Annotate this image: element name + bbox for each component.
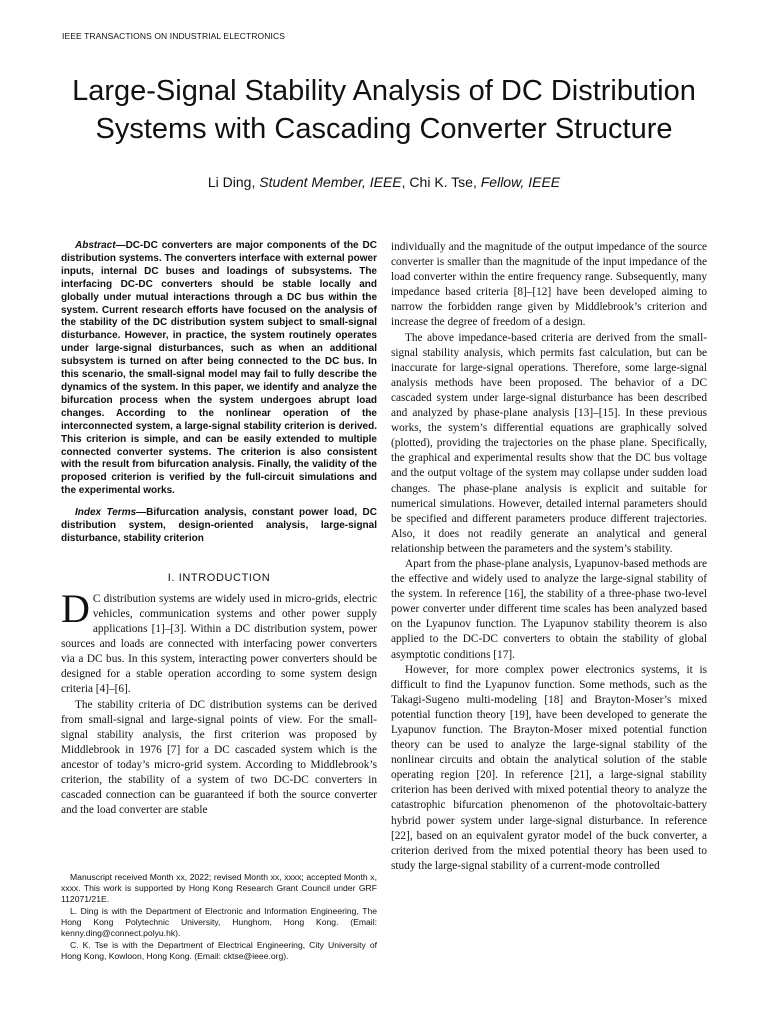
drop-cap: D (61, 585, 90, 631)
intro-paragraph-2: The stability criteria of DC distribution systems can be derived from small-signal and large-signal points of view. For the small-signal stability analysis, the first criterion was proposed by Middlebrook in 1976 [7] for a DC cascaded system which is the ancestor of today’s micro-grid system. According to Middlebrook’s criterion, the stability of a system of two DC-DC converters in cascaded connection can be guaranteed if both the source converter and the load converter are stable (61, 698, 377, 817)
intro-paragraph-1 (61, 585, 377, 698)
author-1-name: Li Ding, (207, 174, 256, 190)
left-column (61, 240, 377, 818)
footnote-author-1: L. Ding is with the Department of Electronic and Information Engineering, The Hong Kong Polytechnic University, Hunghom, Hong Kong. (Email: kenny.ding@connect.polyu.hk). (61, 906, 377, 938)
author-line (40, 174, 728, 190)
index-terms-text: —Bifurcation analysis, constant power load, DC distribution system, design-oriented analysis, large-signal disturbance, stability criterion (61, 507, 377, 544)
intro-paragraph-1-text: C distribution systems are widely used in micro-grids, electric vehicles, communication systems and other power supply applications [1]–[3]. Within a DC distribution system, power sources and loads are connected with interfacing power converters via a DC bus. In this system, interacting power converters should be designed for a stable operation according to some system design criteria [4]–[6]. (61, 592, 377, 696)
right-column (391, 240, 707, 874)
section-heading-introduction: I. INTRODUCTION (167, 571, 271, 584)
index-terms-label: Index Terms (75, 507, 137, 519)
author-2-name: , Chi K. Tse, (401, 174, 477, 190)
right-paragraph-2: The above impedance-based criteria are derived from the small-signal stability analysis, which permits fast calculation, but can be inaccurate for large-signal operations. Therefore, some large-signal analysis methods have been proposed. The behavior of a DC cascaded system under large-signal disturbance has been described and analyzed by phase-plane analysis [13]–[15]. In these previous works, the system’s differential equations are graphically solved (plotted), providing the trajectories on the phase plane. Specifically, the graphical and experimental results show that the DC bus voltage and the output voltage of the system may collapse under sudden load changes. The phase-plane analysis is explicit and suitable for numerical simulations. However, detailed internal parameters should be specified and different parameters produce different trajectories. Also, it does not readily generate an analytical and general relationship between the parameters and the system’s stability. (391, 331, 707, 555)
author-1-role: Student Member, IEEE (259, 174, 402, 190)
abstract (61, 240, 377, 498)
right-paragraph-1: individually and the magnitude of the output impedance of the source converter is smaller than the magnitude of the input impedance of the load converter within the entire frequency range. Subsequently, many impedance based criteria [8]–[12] have been developed aiming to narrow the forbidden range given by Middlebrook’s criterion and increase the degree of freedom of a design. (391, 241, 707, 329)
paper-title: Large-Signal Stability Analysis of DC Distribution Systems with Cascading Converter Structure (72, 75, 696, 145)
author-2-role: Fellow, IEEE (480, 174, 561, 190)
right-paragraph-4: However, for more complex power electronics systems, it is difficult to find the Lyapunov function. Some methods, such as the Takagi-Sugeno multi-modeling [18] and Brayton-Moser’s mixed potential function theory [19], have been developed to generate the Lyapunov function. The Brayton-Moser mixed potential function theory can be used to analyze the large-signal stability of the nonlinear circuits and obtain the analytical solution of the stable operating region [20]. In reference [21], a large-signal stability criterion has been derived with mixed potential theory to analyze the catastrophic bifurcation phenomenon of the photovoltaic-battery hybrid power system under large-signal disturbance. In reference [22], based on an equivalent gyrator model of the buck converter, a criterion derived from the mixed potential theory has been used to study the large-signal stability of a current-mode controlled (391, 663, 707, 872)
abstract-text: —DC-DC converters are major components of the DC distribution systems. The converters interface with external power inputs, internal DC buses and loadings of subsystems. The interfacing DC-DC converters should be stable locally and globally under mutual interactions through a DC bus within the system. Current research efforts have focused on the analysis of the stability of the DC distribution system subject to small-signal disturbance. However, in practice, the system routinely operates under large-signal disturbances, such as when an additional subsystem is turned on after being connected to the DC bus. In this scenario, the small-signal model may fail to fully describe the dynamics of the system. In this paper, we identify and analyze the bifurcation process when the system undergoes abrupt load changes. According to the nonlinear operation of the interconnected system, a large-signal stability criterion is derived. This criterion is simple, and can be easily extended to multiple connected converter systems. The criterion is also consistent with the result from bifurcation analysis. Finally, the validity of the proposed criterion is verified by the full-circuit simulations and the experimental works. (61, 240, 377, 497)
index-terms (61, 507, 377, 546)
footnote-manuscript: Manuscript received Month xx, 2022; revised Month xx, xxxx; accepted Month x, xxxx. This work is supported by Hong Kong Research Grant Council under GRF 112071/21E. (61, 872, 377, 904)
footnote-author-2: C. K. Tse is with the Department of Electrical Engineering, City University of Hong Kong, Kowloon, Hong Kong. (Email: cktse@ieee.org). (61, 940, 377, 961)
footnotes (61, 872, 377, 963)
right-paragraph-3: Apart from the phase-plane analysis, Lyapunov-based methods are the effective and widely used to analyze the large-signal stability of the system. In reference [16], the stability of a three-phase two-level power converter under different time scales has been analyzed based on the Lyapunov function. The Lyapunov stability theorem is also applied to the DC-DC converters to obtain the stability of global asymptotic conditions [17]. (391, 557, 707, 661)
journal-header: IEEE TRANSACTIONS ON INDUSTRIAL ELECTRONICS (62, 31, 285, 41)
abstract-label: Abstract (75, 240, 116, 251)
